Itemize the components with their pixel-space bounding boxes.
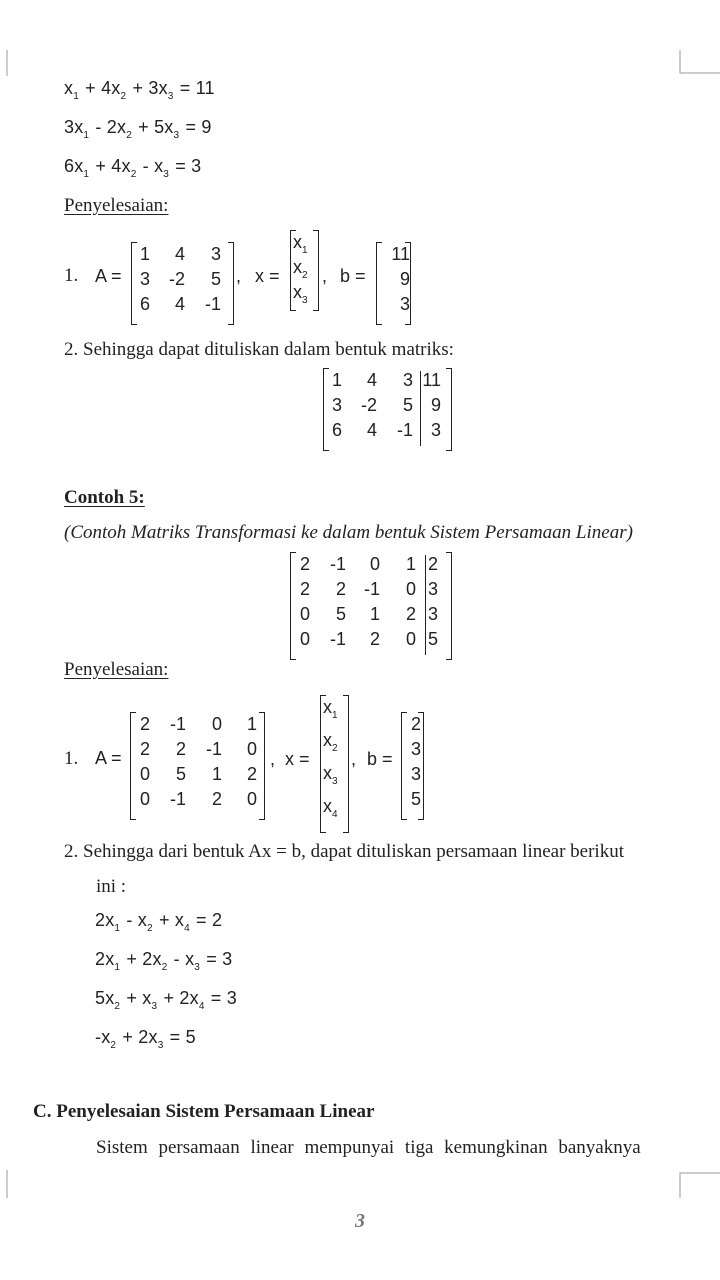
step-2b-text-cont: ini : [96, 876, 127, 897]
label-b: b = [367, 749, 393, 769]
subscript: 1 [114, 923, 121, 934]
matrix-cell: 5 [410, 789, 421, 809]
matrix-cell: 3 [427, 604, 438, 624]
matrix-cell: 5 [427, 629, 438, 649]
matrix-cell: 2 [410, 714, 421, 734]
matrix-cell: 2 [427, 554, 438, 574]
matrix-cell: 3 [410, 764, 421, 784]
vector-entry: $x_1$ [323, 697, 338, 721]
subscript: 2 [110, 1040, 117, 1051]
augmented-matrix-2-body-right-bracket [446, 552, 452, 660]
subscript: 2 [332, 743, 338, 754]
matrix-cell: 9 [430, 395, 441, 415]
matrix-cell: 5 [210, 269, 221, 289]
vector-entry: $x_2$ [293, 257, 308, 281]
penyelesaian-heading-2: Penyelesaian: [64, 659, 169, 680]
label-comma: , [236, 266, 242, 286]
corner-mark-bottom-left [0, 1170, 10, 1200]
matrix-cell: 3 [210, 244, 221, 264]
matrix-cell: -1 [204, 294, 221, 314]
subscript: 2 [146, 923, 153, 934]
step-2-text: 2. Sehingga dapat dituliskan dalam bentuk matriks: [64, 339, 454, 360]
label-x: x = [285, 749, 310, 769]
matrix-cell: 3 [399, 294, 410, 314]
matrix-cell: 2 [139, 714, 150, 734]
subscript: 2 [130, 169, 137, 180]
matrix-cell: 4 [174, 244, 185, 264]
subscript: 4 [198, 1001, 205, 1012]
subscript: 2 [302, 270, 308, 281]
augment-divider [420, 371, 421, 446]
matrix-cell: 1 [211, 764, 222, 784]
subscript: 1 [302, 245, 308, 256]
subscript: 2 [161, 962, 168, 973]
equation-line: $6x_1 + 4x_2 - x_3 = 3$ [64, 156, 202, 180]
vector-entry: $x_2$ [323, 730, 338, 754]
matrix-cell: -2 [168, 269, 185, 289]
matrix-cell: 3 [410, 739, 421, 759]
matrix-cell: 1 [405, 554, 416, 574]
penyelesaian-heading-1: Penyelesaian: [64, 195, 169, 216]
vector-entry: $x_4$ [323, 796, 338, 820]
equation-line: $2x_1 - x_2 + x_4 = 2$ [95, 910, 223, 934]
matrix-cell: 5 [175, 764, 186, 784]
matrix-cell: 4 [366, 370, 377, 390]
equation-line: $2x_1 + 2x_2 - x_3 = 3$ [95, 949, 233, 973]
label-comma: , [351, 749, 357, 769]
subscript: 4 [332, 809, 338, 820]
subscript: 1 [73, 91, 79, 102]
matrix-cell: 3 [331, 395, 342, 415]
matrix-cell: 3 [139, 269, 150, 289]
augment-divider [425, 555, 426, 655]
matrix-cell: 2 [175, 739, 186, 759]
matrix-cell: 2 [335, 579, 346, 599]
subscript: 3 [332, 776, 338, 787]
matrix-cell: 2 [369, 629, 380, 649]
matrix-cell: 0 [139, 789, 150, 809]
matrix-cell: 4 [174, 294, 185, 314]
matrix-cell: -1 [329, 629, 346, 649]
matrix-cell: -1 [396, 420, 413, 440]
matrix-cell: 0 [369, 554, 380, 574]
matrix-cell: 0 [246, 789, 257, 809]
matrix-cell: 6 [331, 420, 342, 440]
matrix-cell: 11 [391, 244, 410, 264]
subscript: 3 [163, 169, 170, 180]
corner-mark-top-right [676, 50, 720, 80]
matrix-cell: 2 [405, 604, 416, 624]
matrix-cell: 2 [211, 789, 222, 809]
subscript: 3 [194, 962, 201, 973]
matrix-cell: 2 [139, 739, 150, 759]
matrix-cell: 0 [139, 764, 150, 784]
equation-line: $x_1 + 4x_2 + 3x_3 = 11$ [64, 78, 215, 102]
subscript: 3 [167, 91, 174, 102]
label-b: b = [340, 266, 366, 286]
matrix-cell: 0 [246, 739, 257, 759]
subscript: 3 [173, 130, 180, 141]
label-A: A = [95, 266, 122, 286]
subscript: 1 [114, 962, 121, 973]
corner-mark-top-left [0, 50, 10, 80]
matrix-cell: -1 [169, 789, 186, 809]
subscript: 1 [83, 130, 90, 141]
matrix-cell: 3 [430, 420, 441, 440]
subscript: 4 [184, 923, 190, 934]
matrix-cell: 1 [369, 604, 380, 624]
page-number: 3 [355, 1210, 365, 1232]
matrix-cell: 1 [246, 714, 257, 734]
subscript: 3 [151, 1001, 158, 1012]
matrix-cell: 2 [246, 764, 257, 784]
equation-line: $-x_2 + 2x_3 = 5$ [95, 1027, 196, 1051]
section-c-text: Sistem persamaan linear mempunyai tiga kemungkinan banyaknya [96, 1137, 641, 1158]
matrix-cell: 6 [139, 294, 150, 314]
contoh-5-subtitle: (Contoh Matriks Transformasi ke dalam bentuk Sistem Persamaan Linear) [64, 522, 633, 543]
matrix-cell: 0 [405, 579, 416, 599]
step-1-number: 1. [64, 265, 79, 286]
section-c-title: C. Penyelesaian Sistem Persamaan Linear [33, 1101, 375, 1122]
matrix-cell: 5 [402, 395, 413, 415]
equation-line: $3x_1 - 2x_2 + 5x_3 = 9$ [64, 117, 212, 141]
matrix-A-2-right-bracket [259, 712, 265, 820]
matrix-cell: 1 [331, 370, 342, 390]
step-1-number-2: 1. [64, 748, 79, 769]
equation-line: $5x_2 + x_3 + 2x_4 = 3$ [95, 988, 237, 1012]
label-x: x = [255, 266, 280, 286]
matrix-cell: 2 [299, 554, 310, 574]
vector-entry: $x_3$ [293, 282, 308, 306]
matrix-cell: 11 [422, 370, 441, 390]
matrix-cell: 0 [405, 629, 416, 649]
subscript: 2 [114, 1001, 121, 1012]
matrix-cell: 0 [299, 604, 310, 624]
matrix-A-right-bracket [228, 242, 234, 325]
matrix-cell: 0 [211, 714, 222, 734]
vector-x-right-bracket [313, 230, 319, 311]
matrix-cell: 9 [399, 269, 410, 289]
matrix-cell: 4 [366, 420, 377, 440]
subscript: 1 [332, 710, 338, 721]
matrix-cell: 5 [335, 604, 346, 624]
matrix-cell: 3 [402, 370, 413, 390]
vector-entry: $x_3$ [323, 763, 338, 787]
step-2b-text: 2. Sehingga dari bentuk Ax = b, dapat dituliskan persamaan linear berikut [64, 841, 624, 862]
matrix-cell: 2 [299, 579, 310, 599]
corner-mark-bottom-right [676, 1170, 720, 1200]
matrix-cell: -2 [360, 395, 377, 415]
vector-x-2-right-bracket [343, 695, 349, 833]
matrix-cell: -1 [205, 739, 222, 759]
vector-entry: $x_1$ [293, 232, 308, 256]
subscript: 3 [302, 295, 308, 306]
matrix-cell: -1 [169, 714, 186, 734]
matrix-cell: 1 [139, 244, 150, 264]
subscript: 2 [120, 91, 127, 102]
matrix-cell: 3 [427, 579, 438, 599]
subscript: 2 [126, 130, 132, 141]
matrix-cell: -1 [329, 554, 346, 574]
label-comma: , [322, 266, 328, 286]
subscript: 3 [157, 1040, 164, 1051]
label-A: A = [95, 748, 122, 768]
subscript: 1 [83, 169, 90, 180]
matrix-cell: 0 [299, 629, 310, 649]
matrix-cell: -1 [363, 579, 380, 599]
contoh-5-title: Contoh 5: [64, 487, 145, 508]
augmented-matrix-1-body-right-bracket [446, 368, 452, 451]
label-comma: , [270, 749, 276, 769]
